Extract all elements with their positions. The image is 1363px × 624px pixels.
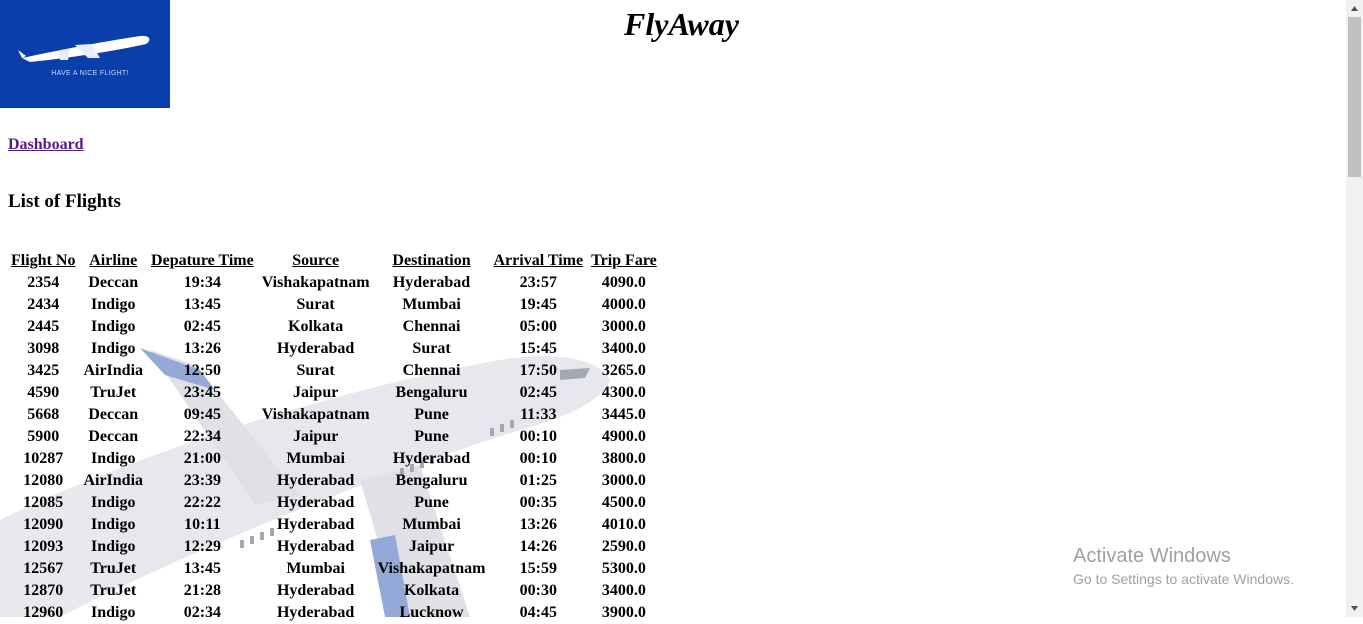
- vertical-scrollbar[interactable]: [1346, 0, 1363, 617]
- table-row: [8, 580, 660, 602]
- table-row: [8, 404, 660, 426]
- table-cell: Surat: [296, 296, 335, 313]
- table-cell: 15:45: [519, 340, 557, 357]
- table-cell: Jaipur: [292, 384, 339, 401]
- watermark-subtitle: Go to Settings to activate Windows.: [1073, 571, 1294, 587]
- table-cell: 23:57: [519, 274, 557, 291]
- table-cell: 13:26: [519, 516, 557, 533]
- table-cell: 3098: [27, 340, 60, 357]
- table-row: [8, 492, 660, 514]
- table-cell: Vishakapatnam: [377, 560, 486, 577]
- table-cell: 3400.0: [601, 582, 646, 599]
- table-cell: 10:11: [184, 516, 221, 533]
- table-cell: 22:34: [183, 428, 222, 445]
- table-cell: Kolkata: [288, 318, 344, 335]
- table-cell: Hyderabad: [276, 516, 355, 533]
- table-cell: Pune: [414, 494, 449, 511]
- table-cell: Hyderabad: [276, 472, 355, 489]
- table-cell: 12:29: [183, 538, 222, 555]
- table-cell: Indigo: [91, 296, 136, 313]
- table-row: [8, 294, 660, 316]
- flights-table: [6, 250, 662, 624]
- table-cell: Jaipur: [408, 538, 455, 555]
- table-cell: Deccan: [88, 406, 139, 423]
- table-cell: 01:25: [519, 472, 557, 489]
- column-header: Trip Fare: [591, 252, 657, 269]
- table-cell: Hyderabad: [392, 450, 471, 467]
- table-cell: 3900.0: [601, 604, 646, 621]
- table-cell: 2354: [27, 274, 60, 291]
- table-cell: Mumbai: [286, 560, 345, 577]
- table-cell: TruJet: [90, 560, 137, 577]
- table-cell: 02:45: [183, 318, 222, 335]
- table-cell: 4090.0: [601, 274, 646, 291]
- page-title: FlyAway: [624, 6, 739, 42]
- column-header: Airline: [89, 252, 138, 269]
- table-cell: 02:34: [183, 604, 222, 621]
- table-cell: 3000.0: [601, 318, 646, 335]
- dashboard-link[interactable]: Dashboard: [8, 136, 84, 153]
- table-cell: Hyderabad: [392, 274, 471, 291]
- table-cell: 3400.0: [601, 340, 646, 357]
- table-cell: 00:35: [519, 494, 557, 511]
- table-cell: 23:39: [183, 472, 222, 489]
- table-cell: 12960: [23, 604, 64, 621]
- table-cell: Surat: [296, 362, 335, 379]
- table-cell: 3425: [27, 362, 60, 379]
- table-cell: AirIndia: [83, 362, 144, 379]
- table-cell: Bengaluru: [395, 472, 468, 489]
- table-cell: Deccan: [88, 428, 139, 445]
- table-cell: 09:45: [183, 406, 222, 423]
- table-cell: 2434: [27, 296, 60, 313]
- table-cell: TruJet: [90, 582, 137, 599]
- table-cell: Hyderabad: [276, 604, 355, 621]
- table-cell: Hyderabad: [276, 340, 355, 357]
- table-row: [8, 448, 660, 470]
- column-header: Flight No: [11, 252, 76, 269]
- table-cell: 12567: [23, 560, 64, 577]
- table-cell: 5900: [27, 428, 60, 445]
- table-cell: Indigo: [91, 450, 136, 467]
- table-cell: Indigo: [91, 538, 136, 555]
- table-cell: TruJet: [90, 384, 137, 401]
- logo-tagline: HAVE A NICE FLIGHT!: [51, 70, 129, 77]
- table-row: [8, 316, 660, 338]
- table-cell: Indigo: [91, 318, 136, 335]
- table-cell: 00:10: [519, 450, 557, 467]
- table-body: [8, 272, 660, 624]
- column-header: Destination: [392, 252, 471, 269]
- table-cell: 04:45: [519, 604, 557, 621]
- table-cell: 3445.0: [601, 406, 646, 423]
- table-cell: 3000.0: [601, 472, 646, 489]
- table-row: [8, 382, 660, 404]
- table-cell: 4000.0: [601, 296, 646, 313]
- table-cell: 22:22: [183, 494, 222, 511]
- table-cell: 4590: [27, 384, 60, 401]
- table-cell: Hyderabad: [276, 494, 355, 511]
- table-cell: 21:28: [183, 582, 222, 599]
- table-cell: 4500.0: [601, 494, 646, 511]
- table-cell: 00:10: [519, 428, 557, 445]
- table-row: [8, 536, 660, 558]
- table-cell: 2590.0: [601, 538, 646, 555]
- table-cell: 4010.0: [601, 516, 646, 533]
- table-cell: 19:34: [183, 274, 222, 291]
- table-cell: Vishakapatnam: [261, 274, 370, 291]
- table-cell: 12870: [23, 582, 64, 599]
- table-cell: Pune: [414, 406, 449, 423]
- table-cell: 3800.0: [601, 450, 646, 467]
- table-row: [8, 272, 660, 294]
- table-row: [8, 470, 660, 492]
- column-header: Depature Time: [151, 252, 254, 269]
- table-cell: Mumbai: [286, 450, 345, 467]
- table-cell: 00:30: [519, 582, 557, 599]
- table-cell: 4900.0: [601, 428, 646, 445]
- watermark-title: Activate Windows: [1073, 545, 1231, 567]
- scroll-down-arrow-icon[interactable]: [1346, 600, 1363, 617]
- table-cell: Indigo: [91, 340, 136, 357]
- table-cell: Deccan: [88, 274, 139, 291]
- table-cell: 13:45: [183, 560, 222, 577]
- column-header: Source: [292, 252, 340, 269]
- table-cell: Mumbai: [402, 296, 461, 313]
- table-cell: 21:00: [183, 450, 222, 467]
- flights-heading: List of Flights: [8, 191, 121, 212]
- table-cell: 11:33: [520, 406, 557, 423]
- table-cell: 12085: [23, 494, 64, 511]
- activate-windows-watermark: [1073, 545, 1294, 587]
- table-cell: 12093: [23, 538, 64, 555]
- table-cell: 02:45: [519, 384, 557, 401]
- table-cell: 5300.0: [601, 560, 646, 577]
- table-cell: 17:50: [519, 362, 557, 379]
- scroll-up-arrow-icon[interactable]: [1346, 0, 1363, 17]
- table-cell: AirIndia: [83, 472, 144, 489]
- table-cell: 13:26: [183, 340, 222, 357]
- table-cell: Indigo: [91, 516, 136, 533]
- table-cell: 3265.0: [601, 362, 646, 379]
- table-cell: Hyderabad: [276, 582, 355, 599]
- table-cell: 05:00: [519, 318, 557, 335]
- table-row: [8, 558, 660, 580]
- table-row: [8, 602, 660, 624]
- table-cell: 12080: [23, 472, 64, 489]
- table-cell: Indigo: [91, 494, 136, 511]
- table-cell: Lucknow: [399, 604, 464, 621]
- table-cell: 5668: [27, 406, 60, 423]
- table-cell: 12090: [23, 516, 64, 533]
- table-cell: 13:45: [183, 296, 222, 313]
- table-cell: Chennai: [402, 362, 461, 379]
- table-cell: 10287: [23, 450, 64, 467]
- table-header-row: [8, 250, 660, 272]
- table-row: [8, 360, 660, 382]
- table-cell: 12:50: [183, 362, 222, 379]
- column-header: Arrival Time: [493, 252, 584, 269]
- table-row: [8, 514, 660, 536]
- table-cell: Surat: [412, 340, 451, 357]
- table-cell: Kolkata: [403, 582, 460, 599]
- table-cell: Jaipur: [292, 428, 339, 445]
- table-cell: 23:45: [183, 384, 222, 401]
- table-cell: 2445: [27, 318, 60, 335]
- table-cell: Pune: [414, 428, 449, 445]
- table-cell: Hyderabad: [276, 538, 355, 555]
- table-cell: 15:59: [519, 560, 557, 577]
- table-row: [8, 426, 660, 448]
- table-cell: 4300.0: [601, 384, 646, 401]
- table-cell: 14:26: [519, 538, 557, 555]
- table-cell: Vishakapatnam: [261, 406, 370, 423]
- table-cell: Bengaluru: [395, 384, 468, 401]
- table-cell: Indigo: [91, 604, 136, 621]
- table-row: [8, 338, 660, 360]
- table-cell: 19:45: [519, 296, 557, 313]
- table-cell: Chennai: [402, 318, 461, 335]
- scrollbar-thumb[interactable]: [1348, 17, 1361, 177]
- table-cell: Mumbai: [402, 516, 461, 533]
